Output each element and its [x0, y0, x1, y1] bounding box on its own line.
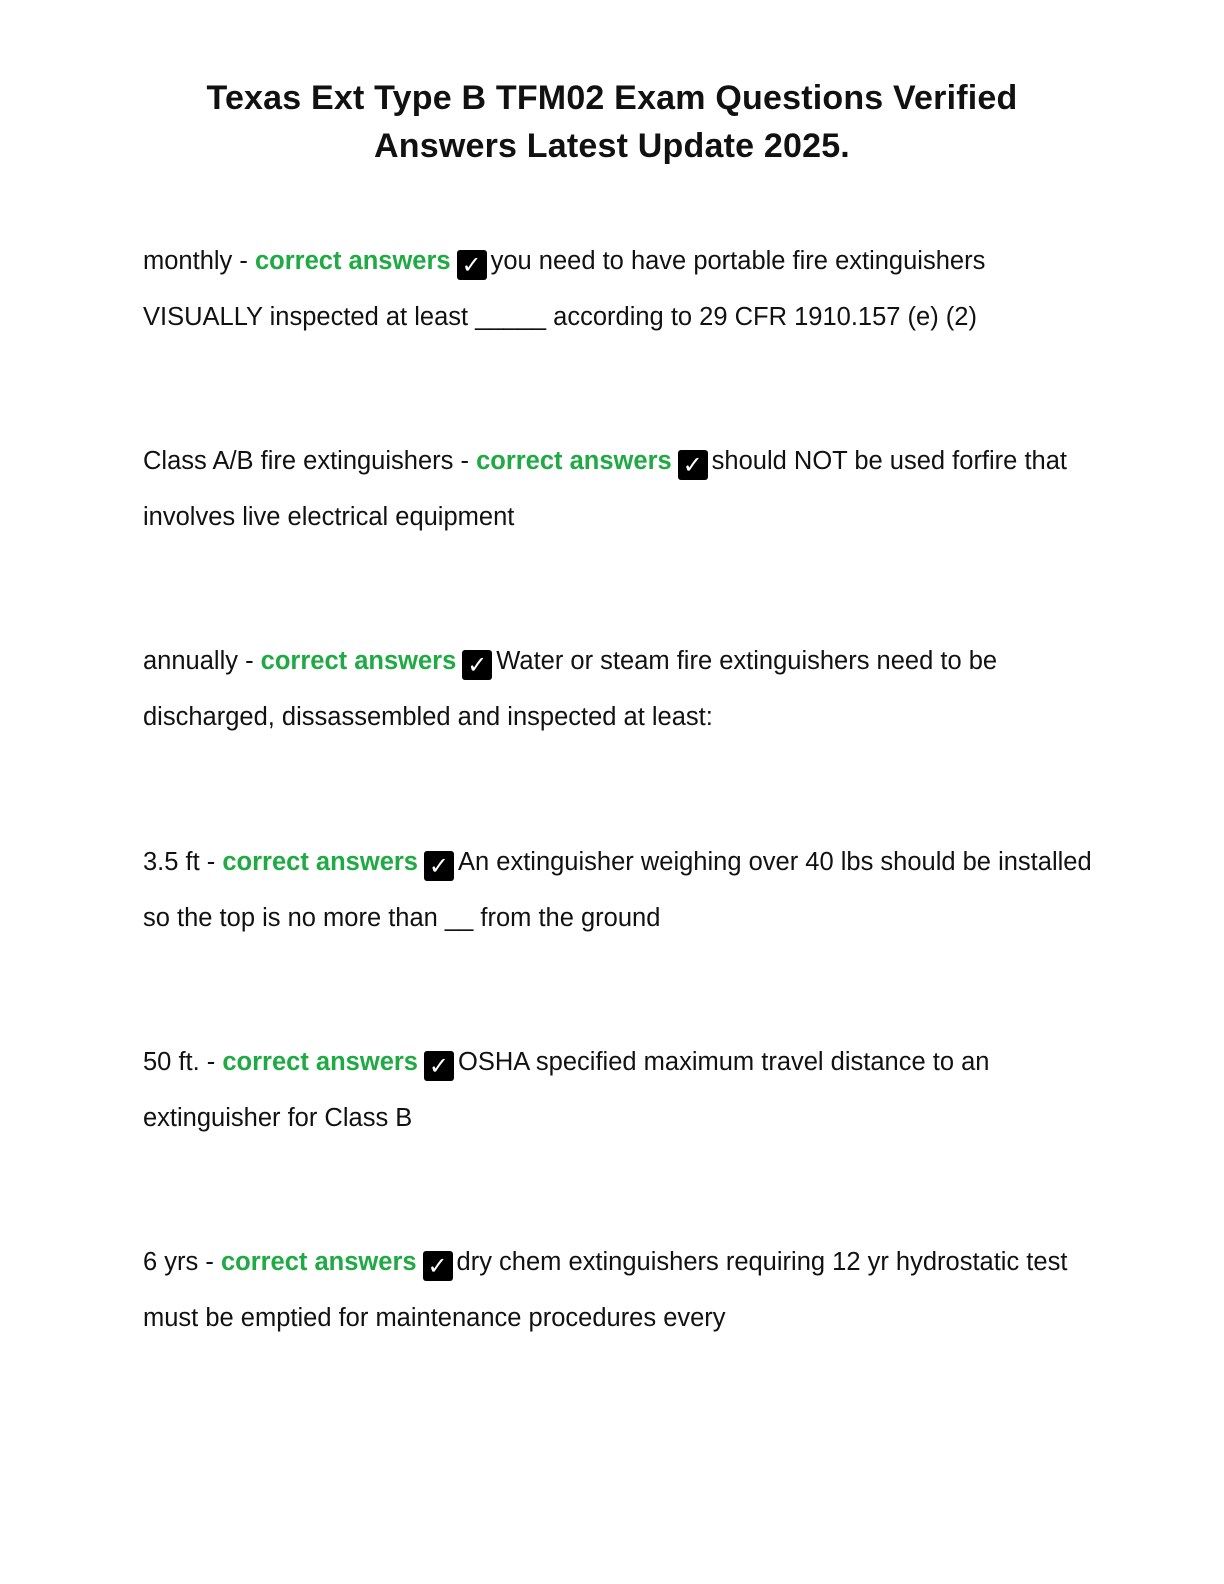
- answer-text: 3.5 ft: [143, 848, 200, 876]
- answer-text: 50 ft.: [143, 1048, 200, 1076]
- separator: -: [453, 447, 477, 475]
- answer-text: 6 yrs: [143, 1248, 199, 1276]
- correct-answers-label: correct answers: [476, 447, 672, 475]
- check-mark-icon: ✓: [678, 450, 708, 480]
- check-mark-icon: ✓: [423, 1251, 453, 1281]
- question-text: An extinguisher weighing over 40 lbs should be installed so the top is no more than __ from the ground: [143, 848, 1092, 932]
- qa-item-2: [143, 433, 1103, 545]
- qa-item-6: [143, 1234, 1103, 1346]
- separator: -: [232, 247, 255, 275]
- qa-item-1: [143, 233, 1103, 345]
- question-text: should NOT be used forfire that involves live electrical equipment: [143, 447, 1067, 531]
- qa-item-3: [143, 633, 1103, 745]
- correct-answers-label: correct answers: [222, 1048, 418, 1076]
- answer-text: annually: [143, 647, 238, 675]
- check-mark-icon: ✓: [462, 650, 492, 680]
- correct-answers-label: correct answers: [254, 247, 451, 275]
- separator: -: [199, 1048, 223, 1076]
- check-mark-icon: ✓: [424, 851, 454, 881]
- separator: -: [199, 848, 223, 876]
- correct-answers-label: correct answers: [220, 1248, 417, 1276]
- title-line-1: Texas Ext Type B TFM02 Exam Questions Verified: [206, 79, 1018, 117]
- question-text: OSHA specified maximum travel distance to an extinguisher for Class B: [143, 1048, 990, 1132]
- correct-answers-label: correct answers: [222, 848, 418, 876]
- separator: -: [238, 647, 261, 675]
- answer-text: monthly: [143, 247, 233, 275]
- separator: -: [198, 1248, 221, 1276]
- check-mark-icon: ✓: [424, 1051, 454, 1081]
- question-text: you need to have portable fire extinguishers VISUALLY inspected at least _____ according to 29 CFR 1910.157 (e) (2): [143, 247, 986, 331]
- correct-answers-label: correct answers: [260, 647, 457, 675]
- answer-text: Class A/B fire extinguishers: [143, 447, 454, 475]
- qa-item-5: [143, 1034, 1103, 1146]
- title-line-2: Answers Latest Update 2025.: [374, 127, 850, 165]
- question-text: dry chem extinguishers requiring 12 yr hydrostatic test must be emptied for maintenance procedures every: [143, 1248, 1068, 1332]
- qa-item-4: [143, 834, 1103, 946]
- question-text: Water or steam fire extinguishers need to be discharged, dissassembled and inspected at least:: [143, 647, 998, 731]
- check-mark-icon: ✓: [457, 250, 487, 280]
- page-title: [150, 74, 1074, 170]
